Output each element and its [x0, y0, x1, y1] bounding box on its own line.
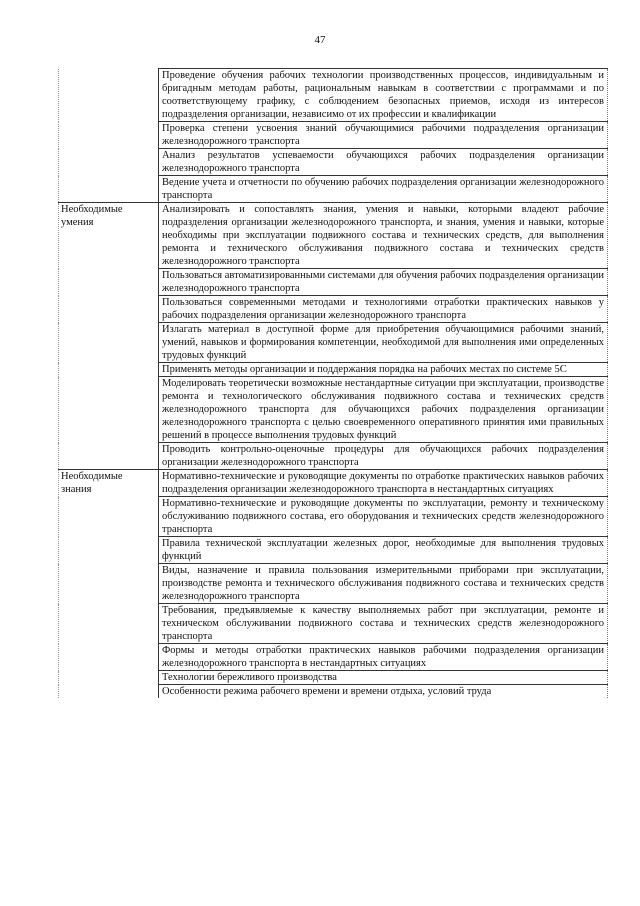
requirement-text: Формы и методы отработки практических навыков рабочими подразделения организации железнодорожного транспорта в нестандартных ситуациях [159, 644, 608, 671]
section-label-cell [59, 497, 159, 537]
section-label-cell [59, 604, 159, 644]
page-number: 47 [314, 34, 326, 46]
requirements-table-body [59, 69, 608, 699]
section-label-cell [59, 323, 159, 363]
section-label-cell [59, 644, 159, 671]
table-row [59, 644, 608, 671]
table-row [59, 363, 608, 377]
requirement-text: Правила технической эксплуатации железных дорог, необходимые для выполнения трудовых функций [159, 537, 608, 564]
section-label-cell [59, 685, 159, 699]
section-label-cell: Необходимые умения [59, 203, 159, 269]
table-row [59, 323, 608, 363]
table-row [59, 69, 608, 122]
requirement-text: Проверка степени усвоения знаний обучающимися рабочими подразделения организации железнодорожного транспорта [159, 122, 608, 149]
table-row [59, 604, 608, 644]
table-row [59, 470, 608, 497]
requirement-text: Нормативно-технические и руководящие документы по эксплуатации, ремонту и техническому обслуживанию подвижного состава, его оборудования и технических средств железнодорожного транспорта [159, 497, 608, 537]
table-row [59, 203, 608, 269]
section-label-cell [59, 149, 159, 176]
table-row [59, 443, 608, 470]
section-label-cell [59, 69, 159, 122]
section-label-cell [59, 377, 159, 443]
section-label-cell [59, 269, 159, 296]
section-label-cell [59, 564, 159, 604]
table-row [59, 149, 608, 176]
requirement-text: Особенности режима рабочего времени и времени отдыха, условий труда [159, 685, 608, 699]
table-row [59, 497, 608, 537]
table-row [59, 671, 608, 685]
requirement-text: Применять методы организации и поддержания порядка на рабочих местах по системе 5С [159, 363, 608, 377]
section-label-cell [59, 443, 159, 470]
requirement-text: Технологии бережливого производства [159, 671, 608, 685]
table-row [59, 377, 608, 443]
requirement-text: Излагать материал в доступной форме для приобретения обучающимися рабочими знаний, умений, навыков и формирования компетенции, необходимой для выполнения ими определенных трудовых функций [159, 323, 608, 363]
section-label-cell [59, 296, 159, 323]
section-label-cell [59, 537, 159, 564]
section-label-cell: Необходимые знания [59, 470, 159, 497]
table-row [59, 685, 608, 699]
section-label-cell [59, 363, 159, 377]
requirement-text: Анализировать и сопоставлять знания, умения и навыки, которыми владеют рабочие подразделения организации железнодорожного транспорта, и знания, умения и навыки, которые необходимы при эксплуатации подвижного состава и технических средств, для выполнения ремонта и технического обслуживания подвижного состава и технических средств железнодорожного транспорта [159, 203, 608, 269]
requirement-text: Требования, предъявляемые к качеству выполняемых работ при эксплуатации, ремонте и техническом обслуживании подвижного состава и технических средств железнодорожного транспорта [159, 604, 608, 644]
section-label-cell [59, 671, 159, 685]
requirement-text: Анализ результатов успеваемости обучающихся рабочих подразделения организации железнодорожного транспорта [159, 149, 608, 176]
requirement-text: Пользоваться автоматизированными системами для обучения рабочих подразделения организации железнодорожного транспорта [159, 269, 608, 296]
requirements-table [58, 68, 608, 698]
requirement-text: Проводить контрольно-оценочные процедуры для обучающихся рабочих подразделения организации железнодорожного транспорта [159, 443, 608, 470]
requirement-text: Виды, назначение и правила пользования измерительными приборами при эксплуатации, производстве ремонта и технического обслуживания подвижного состава и технических средств железнодорожного транспорта [159, 564, 608, 604]
section-label-cell [59, 176, 159, 203]
section-label-cell [59, 122, 159, 149]
requirement-text: Нормативно-технические и руководящие документы по отработке практических навыков рабочих подразделения организации железнодорожного транспорта в нестандартных ситуациях [159, 470, 608, 497]
requirement-text: Проведение обучения рабочих технологии производственных процессов, индивидуальным и бригадным методам работы, рациональным навыкам в соответствии с программами и по соответствующему графику, с соблюдением безопасных приемов, исходя из интересов подразделения организации, независимо от их профессии и квалификации [159, 69, 608, 122]
table-row [59, 564, 608, 604]
requirement-text: Ведение учета и отчетности по обучению рабочих подразделения организации железнодорожного транспорта [159, 176, 608, 203]
table-row [59, 537, 608, 564]
requirement-text: Пользоваться современными методами и технологиями отработки практических навыков у рабочих подразделения организации железнодорожного транспорта [159, 296, 608, 323]
table-row [59, 176, 608, 203]
requirement-text: Моделировать теоретически возможные нестандартные ситуации при эксплуатации, производстве ремонта и технологического обслуживания подвижного состава и технических средств железнодорожного транспорта для обучающихся рабочих подразделения организации железнодорожного транспорта с целью своевременного оперативного принятия ими правильных решений в процессе выполнения трудовых функций [159, 377, 608, 443]
table-row [59, 296, 608, 323]
table-row [59, 122, 608, 149]
table-row [59, 269, 608, 296]
